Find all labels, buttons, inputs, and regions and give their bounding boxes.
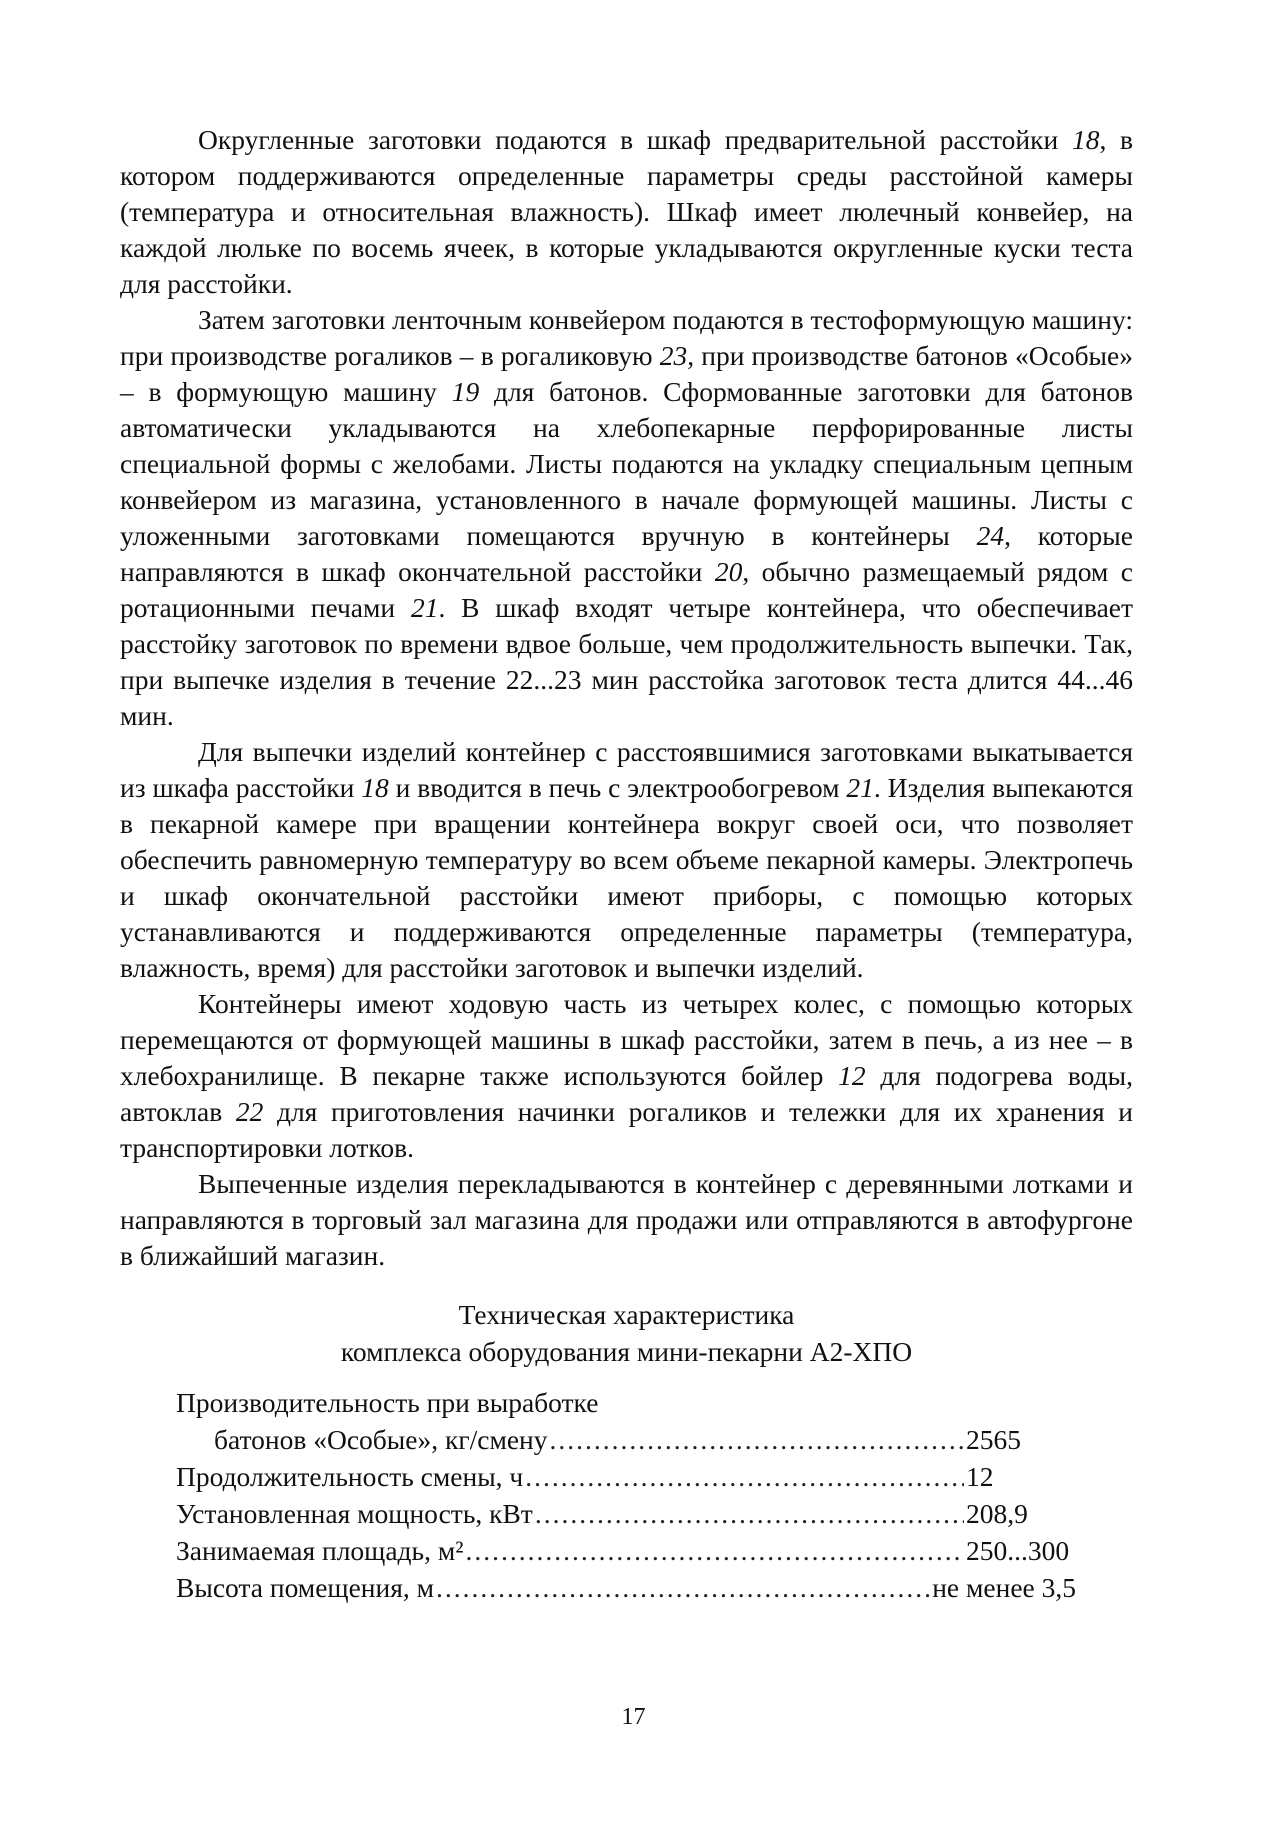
spec-title-line-1: Техническая характеристика <box>458 1299 795 1330</box>
spec-value: 250...300 <box>966 1535 1070 1566</box>
paragraph-text: Для выпечки изделий контейнер с расстоявшимися заготовками выкатывается из шкафа расстойки <box>120 736 1133 803</box>
dot-leader <box>525 1458 964 1495</box>
spec-row <box>176 1458 1076 1495</box>
figure-reference: 18 <box>1071 124 1100 155</box>
spec-label: Продолжительность смены, ч <box>176 1461 524 1492</box>
spec-value: 2565 <box>966 1424 1021 1455</box>
spec-row <box>176 1569 1076 1606</box>
paragraph-text: для приготовления начинки рогаликов и тележки для их хранения и транспортировки лотков. <box>120 1096 1133 1163</box>
spec-value: 12 <box>966 1461 994 1492</box>
figure-reference: 23 <box>659 340 688 371</box>
spec-label: Установленная мощность, кВт <box>176 1498 533 1529</box>
paragraph-text: и вводится в печь с электрообогревом <box>388 772 847 803</box>
spec-heading: Производительность при выработке <box>176 1387 599 1418</box>
figure-reference: 20 <box>714 556 743 587</box>
body-text <box>120 122 1133 1274</box>
paragraph-text: Выпеченные изделия перекладываются в контейнер с деревянными лотками и направляются в торговый зал магазина для продажи или отправляются в автофургоне в ближайший магазин. <box>120 1168 1133 1271</box>
paragraph-text: . В шкаф входят четыре контейнера, что обеспечивает расстойку заготовок по времени вдвое больше, чем продолжительность выпечки. Так, при выпечке изделия в течение 22...23 мин расстойка заготовок теста длится 44...46 мин. <box>120 592 1134 731</box>
spec-label: Занимаемая площадь, м² <box>176 1535 464 1566</box>
dot-leader <box>550 1421 964 1458</box>
paragraph <box>120 122 1133 302</box>
spec-row <box>176 1532 1076 1569</box>
figure-reference: 24 <box>976 520 1005 551</box>
paragraph <box>120 986 1133 1166</box>
spec-label: Высота помещения, м <box>176 1572 435 1603</box>
dot-leader <box>466 1532 965 1569</box>
figure-reference: 21 <box>846 772 874 803</box>
paragraph-text: Контейнеры имеют ходовую часть из четырех колес, с помощью которых перемещаются от формующей машины в шкаф расстойки, затем в печь, а из нее – в хлебохранилище. В пекарне также используются бойлер <box>120 988 1133 1091</box>
figure-reference: 12 <box>838 1060 866 1091</box>
figure-reference: 18 <box>361 772 389 803</box>
paragraph <box>120 1166 1133 1274</box>
spec-row <box>176 1421 1076 1458</box>
paragraph-text: Затем заготовки ленточным конвейером подаются в тестоформующую машину: при производстве рогаликов – в рогаликовую <box>120 304 1133 371</box>
paragraph <box>120 302 1133 734</box>
spec-title-line-2: комплекса оборудования мини-пекарни А2-ХПО <box>340 1336 913 1367</box>
paragraph <box>120 734 1133 986</box>
paragraph-text: , которые направляются в шкаф окончательной расстойки <box>120 520 1133 587</box>
paragraph-text: . Изделия выпекаются в пекарной камере при вращении контейнера вокруг своей оси, что позволяет обеспечить равномерную температуру во всем объеме пекарной камеры. Электропечь и шкаф окончательной расстойки имеют приборы, с помощью которых устанавливаются и поддерживаются определенные параметры (температура, влажность, время) для расстойки заготовок и выпечки изделий. <box>120 772 1134 983</box>
dot-leader <box>535 1495 964 1532</box>
figure-reference: 22 <box>235 1096 264 1127</box>
paragraph-text: Округленные заготовки подаются в шкаф предварительной расстойки <box>198 124 1072 155</box>
spec-value: не менее 3,5 <box>932 1572 1076 1603</box>
dot-leader <box>436 1569 930 1606</box>
spec-title <box>120 1296 1133 1370</box>
figure-reference: 19 <box>451 376 480 407</box>
spec-list <box>176 1384 1076 1606</box>
figure-reference: 21 <box>410 592 439 623</box>
spec-rows <box>176 1421 1076 1606</box>
paragraph-text: , при производстве батонов «Особые» – в формующую машину <box>120 340 1133 407</box>
paragraph-text: для подогрева воды, автоклав <box>120 1060 1133 1127</box>
paragraph-text: , обычно размещаемый рядом с ротационными печами <box>120 556 1133 623</box>
page-number: 17 <box>621 1704 646 1730</box>
paragraph-text: для батонов. Сформованные заготовки для батонов автоматически укладываются на хлебопекарные перфорированные листы специальной формы с желобами. Листы подаются на укладку специальным цепным конвейером из магазина, установленного в начале формующей машины. Листы с уложенными заготовками помещаются вручную в контейнеры <box>120 376 1133 551</box>
spec-row <box>176 1495 1076 1532</box>
spec-value: 208,9 <box>966 1498 1028 1529</box>
paragraph-text: , в котором поддерживаются определенные параметры среды расстойной камеры (температура и относительная влажность). Шкаф имеет люлечный конвейер, на каждой люльке по восемь ячеек, в которые укладываются округленные куски теста для расстойки. <box>120 124 1133 299</box>
spec-label: батонов «Особые», кг/смену <box>214 1424 548 1455</box>
